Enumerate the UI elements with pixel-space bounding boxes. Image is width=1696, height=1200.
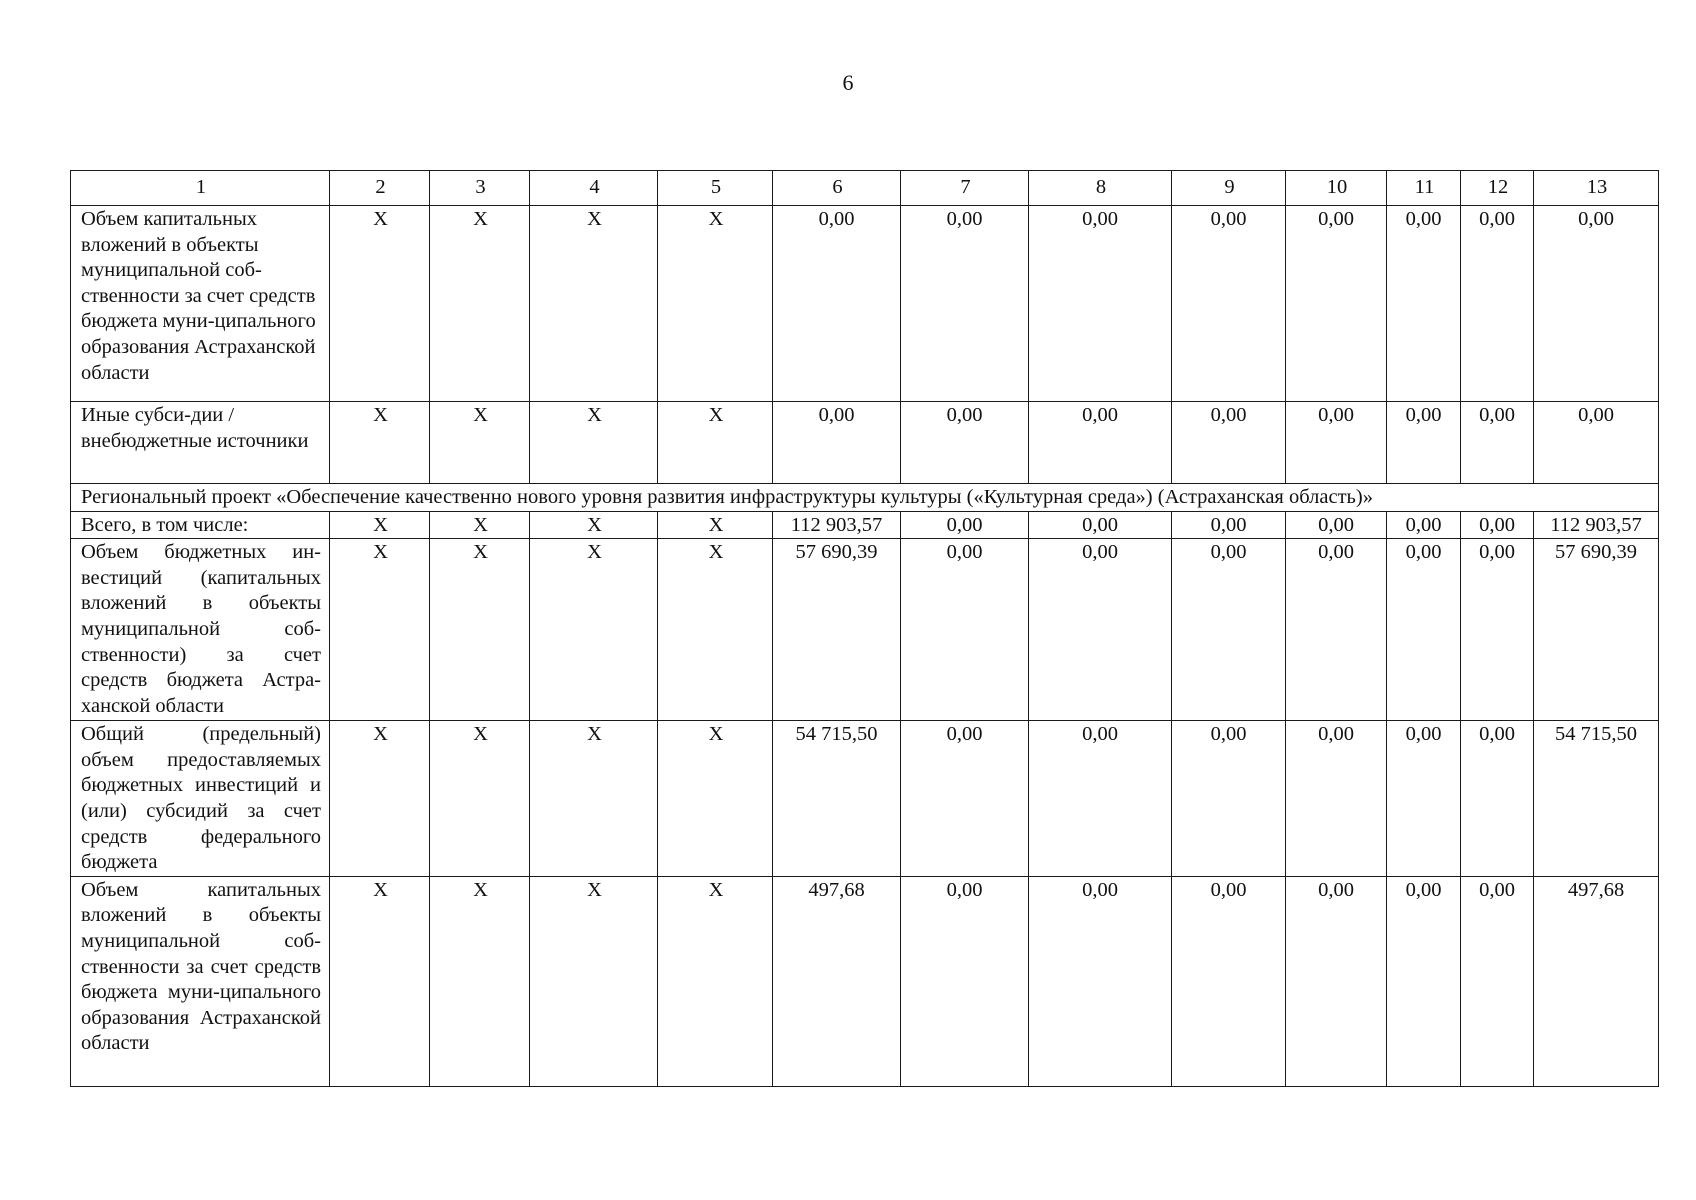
table-cell: 0,00: [1387, 206, 1461, 402]
section-row: [71, 484, 1659, 512]
table-cell: 0,00: [901, 539, 1029, 721]
table-cell: X: [330, 402, 430, 484]
column-header: 13: [1534, 171, 1659, 206]
table-cell: 0,00: [1286, 721, 1387, 877]
table-cell: 0,00: [1461, 539, 1534, 721]
table-cell: 0,00: [1461, 511, 1534, 539]
table-cell: 0,00: [1387, 876, 1461, 1086]
column-header: 6: [773, 171, 901, 206]
table-cell: 0,00: [1534, 206, 1659, 402]
table-cell: 0,00: [1387, 721, 1461, 877]
table-cell: 0,00: [1387, 539, 1461, 721]
table-cell: X: [658, 511, 773, 539]
table-cell: X: [658, 721, 773, 877]
column-header: 3: [430, 171, 530, 206]
table-cell: 0,00: [901, 721, 1029, 877]
column-header: 2: [330, 171, 430, 206]
table-cell: X: [430, 206, 530, 402]
table-cell: 497,68: [773, 876, 901, 1086]
table-cell: X: [330, 511, 430, 539]
table-cell: 0,00: [901, 206, 1029, 402]
table-cell: X: [430, 402, 530, 484]
table-cell: 0,00: [1029, 876, 1172, 1086]
table-cell: X: [658, 876, 773, 1086]
table-cell: 0,00: [1172, 539, 1286, 721]
table-cell: 0,00: [1461, 206, 1534, 402]
table-row: [71, 539, 1659, 721]
table-cell: 0,00: [901, 876, 1029, 1086]
table-row: [71, 402, 1659, 484]
table-cell: 0,00: [901, 511, 1029, 539]
table-cell: X: [430, 511, 530, 539]
budget-table: [70, 170, 1659, 1087]
table-cell: X: [530, 876, 658, 1086]
column-header: 4: [530, 171, 658, 206]
row-label: Объем бюджетных ин-вестиций (капитальных вложений в объекты муниципальной соб-ственности) за счет средств бюджета Астра-ханской области: [71, 539, 330, 721]
column-header: 9: [1172, 171, 1286, 206]
table-cell: X: [530, 721, 658, 877]
table-cell: X: [530, 511, 658, 539]
table-cell: X: [530, 539, 658, 721]
table-cell: X: [658, 539, 773, 721]
table-cell: X: [658, 206, 773, 402]
table-cell: X: [530, 206, 658, 402]
table-cell: 0,00: [1286, 876, 1387, 1086]
table-cell: 0,00: [1387, 511, 1461, 539]
table-cell: 57 690,39: [1534, 539, 1659, 721]
row-label: Объем капитальных вложений в объекты муниципальной соб-ственности за счет средств бюджета муни-ципального образования Астраханской области: [71, 876, 330, 1086]
table-cell: 112 903,57: [1534, 511, 1659, 539]
table-cell: 0,00: [1029, 511, 1172, 539]
table-header-row: [71, 171, 1659, 206]
row-label: Общий (предельный) объем предоставляемых бюджетных инвестиций и (или) субсидий за счет средств федерального бюджета: [71, 721, 330, 877]
table-cell: 0,00: [1286, 206, 1387, 402]
table-cell: 54 715,50: [773, 721, 901, 877]
table-cell: X: [658, 402, 773, 484]
table-cell: 0,00: [1172, 206, 1286, 402]
table-cell: X: [430, 876, 530, 1086]
column-header: 7: [901, 171, 1029, 206]
column-header: 5: [658, 171, 773, 206]
table-cell: 0,00: [1029, 539, 1172, 721]
table-cell: 0,00: [1172, 402, 1286, 484]
table-cell: 0,00: [1172, 721, 1286, 877]
row-label: Иные субси-дии / внебюджетные источники: [71, 402, 330, 484]
table-row: [71, 876, 1659, 1086]
table-cell: 0,00: [773, 402, 901, 484]
table-cell: 0,00: [1461, 876, 1534, 1086]
table-cell: 0,00: [1461, 402, 1534, 484]
table-cell: 0,00: [773, 206, 901, 402]
table-cell: 0,00: [1029, 402, 1172, 484]
table-cell: 57 690,39: [773, 539, 901, 721]
table-cell: 497,68: [1534, 876, 1659, 1086]
table-cell: X: [330, 539, 430, 721]
table-cell: X: [430, 721, 530, 877]
table-cell: 0,00: [1029, 721, 1172, 877]
table-cell: 0,00: [1286, 402, 1387, 484]
row-label: Объем капитальных вложений в объекты муниципальной соб-ственности за счет средств бюджета муни-ципального образования Астраханской области: [71, 206, 330, 402]
table-cell: 0,00: [1286, 539, 1387, 721]
table-cell: 0,00: [1534, 402, 1659, 484]
table-cell: 0,00: [1387, 402, 1461, 484]
table-cell: X: [330, 721, 430, 877]
column-header: 11: [1387, 171, 1461, 206]
column-header: 10: [1286, 171, 1387, 206]
table-cell: 112 903,57: [773, 511, 901, 539]
row-label: Всего, в том числе:: [71, 511, 330, 539]
table-row: [71, 206, 1659, 402]
table-cell: 0,00: [1461, 721, 1534, 877]
column-header: 8: [1029, 171, 1172, 206]
table-cell: 0,00: [1172, 511, 1286, 539]
table-row: [71, 721, 1659, 877]
table-cell: X: [430, 539, 530, 721]
table-cell: 54 715,50: [1534, 721, 1659, 877]
table-cell: X: [330, 206, 430, 402]
table-cell: 0,00: [1172, 876, 1286, 1086]
column-header: 12: [1461, 171, 1534, 206]
section-title: Региональный проект «Обеспечение качественно нового уровня развития инфраструктуры культуры («Культурная среда») (Астраханская область)»: [71, 484, 1659, 512]
column-header: 1: [71, 171, 330, 206]
table-cell: X: [530, 402, 658, 484]
table-row: [71, 511, 1659, 539]
table-cell: X: [330, 876, 430, 1086]
page-number: 6: [842, 70, 854, 95]
table-cell: 0,00: [1286, 511, 1387, 539]
table-cell: 0,00: [1029, 206, 1172, 402]
table-cell: 0,00: [901, 402, 1029, 484]
